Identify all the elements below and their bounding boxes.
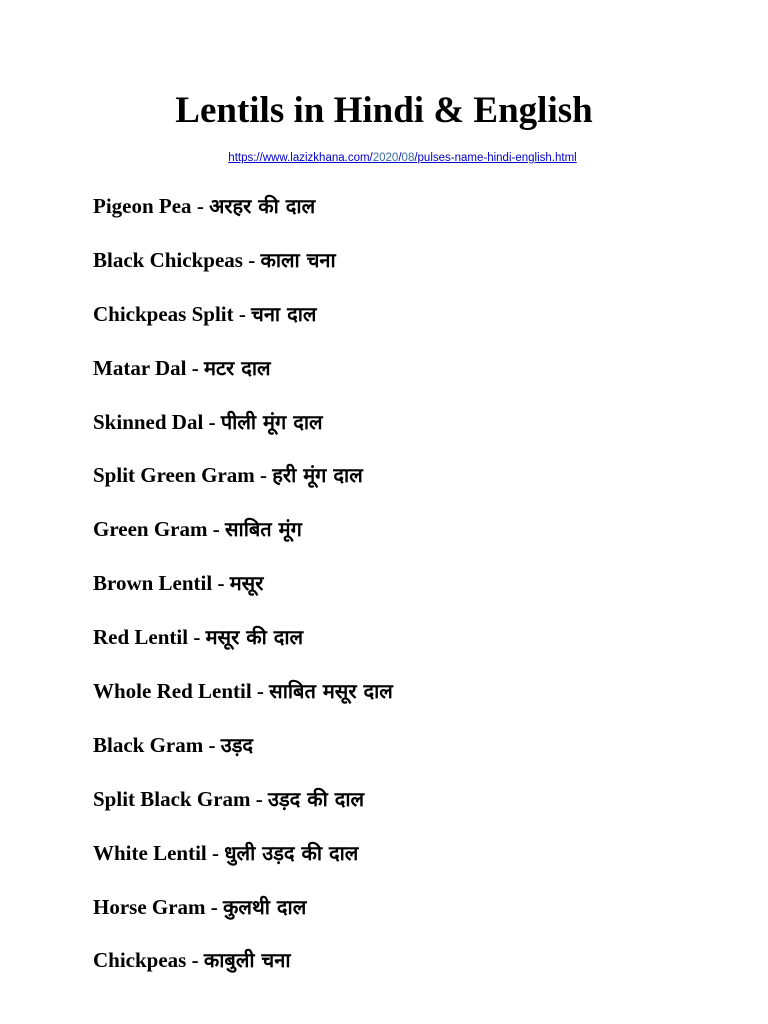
source-url-month: 08: [401, 152, 415, 164]
english-name: Black Chickpeas: [93, 247, 243, 272]
name-separator: -: [210, 894, 218, 919]
name-separator: -: [217, 571, 225, 596]
list-item: [93, 459, 733, 513]
english-name: White Lentil: [93, 840, 207, 865]
list-item: [93, 567, 733, 621]
name-separator: -: [208, 409, 216, 434]
list-item: [93, 244, 733, 298]
english-name: Brown Lentil: [93, 571, 213, 596]
name-separator: -: [208, 732, 216, 757]
hindi-name: काबुली चना: [203, 948, 291, 973]
hindi-name: उड़द की दाल: [268, 786, 365, 811]
english-name: Split Green Gram: [93, 463, 255, 488]
name-separator: -: [193, 625, 201, 650]
hindi-name: उड़द: [220, 732, 254, 757]
english-name: Green Gram: [93, 517, 208, 542]
list-item: [93, 891, 733, 945]
hindi-name: साबित मूंग: [225, 517, 302, 542]
lentil-list: [93, 190, 733, 998]
name-separator: -: [260, 463, 268, 488]
name-separator: -: [255, 786, 263, 811]
list-item: [93, 406, 733, 460]
english-name: Chickpeas: [93, 948, 187, 973]
english-name: Whole Red Lentil: [93, 679, 252, 704]
hindi-name: मसूर की दाल: [205, 625, 304, 650]
english-name: Black Gram: [93, 732, 204, 757]
name-separator: -: [256, 679, 264, 704]
name-separator: -: [212, 840, 219, 865]
hindi-name: हरी मूंग दाल: [272, 463, 363, 488]
list-item: [93, 783, 733, 837]
list-item: [93, 298, 733, 352]
page-title: Lentils in Hindi & English: [175, 90, 593, 131]
name-separator: -: [212, 517, 220, 542]
english-name: Skinned Dal: [93, 409, 204, 434]
name-separator: -: [238, 301, 246, 326]
source-url-year: 2020: [372, 152, 399, 164]
name-separator: -: [191, 355, 199, 380]
list-item: [93, 190, 733, 244]
name-separator: -: [191, 948, 199, 973]
hindi-name: कुलथी दाल: [223, 894, 307, 919]
source-url-link[interactable]: [228, 152, 576, 164]
list-item: [93, 944, 733, 998]
hindi-name: काला चना: [260, 247, 336, 272]
english-name: Split Black Gram: [93, 786, 251, 811]
list-item: [93, 621, 733, 675]
hindi-name: साबित मसूर दाल: [269, 679, 393, 704]
english-name: Matar Dal: [93, 355, 187, 380]
list-item: [93, 513, 733, 567]
source-link-line: [0, 150, 768, 166]
hindi-name: चना दाल: [251, 301, 317, 326]
list-item: [93, 675, 733, 729]
list-item: [93, 837, 733, 891]
list-item: [93, 729, 733, 783]
hindi-name: अरहर की दाल: [209, 194, 316, 218]
english-name: Horse Gram: [93, 894, 206, 919]
english-name: Pigeon Pea: [93, 194, 192, 218]
source-url-host: https://www.lazizkhana.com/: [228, 152, 373, 164]
hindi-name: मटर दाल: [204, 355, 271, 380]
name-separator: -: [196, 194, 204, 218]
hindi-name: धुली उड़द की दाल: [224, 840, 359, 865]
source-url-path: /pulses-name-hindi-english.html: [414, 152, 577, 164]
source-url-slash: /: [398, 152, 402, 164]
name-separator: -: [248, 247, 256, 272]
hindi-name: पीली मूंग दाल: [220, 409, 323, 434]
list-item: [93, 352, 733, 406]
english-name: Red Lentil: [93, 625, 189, 650]
hindi-name: मसूर: [229, 571, 264, 596]
english-name: Chickpeas Split: [93, 301, 234, 326]
